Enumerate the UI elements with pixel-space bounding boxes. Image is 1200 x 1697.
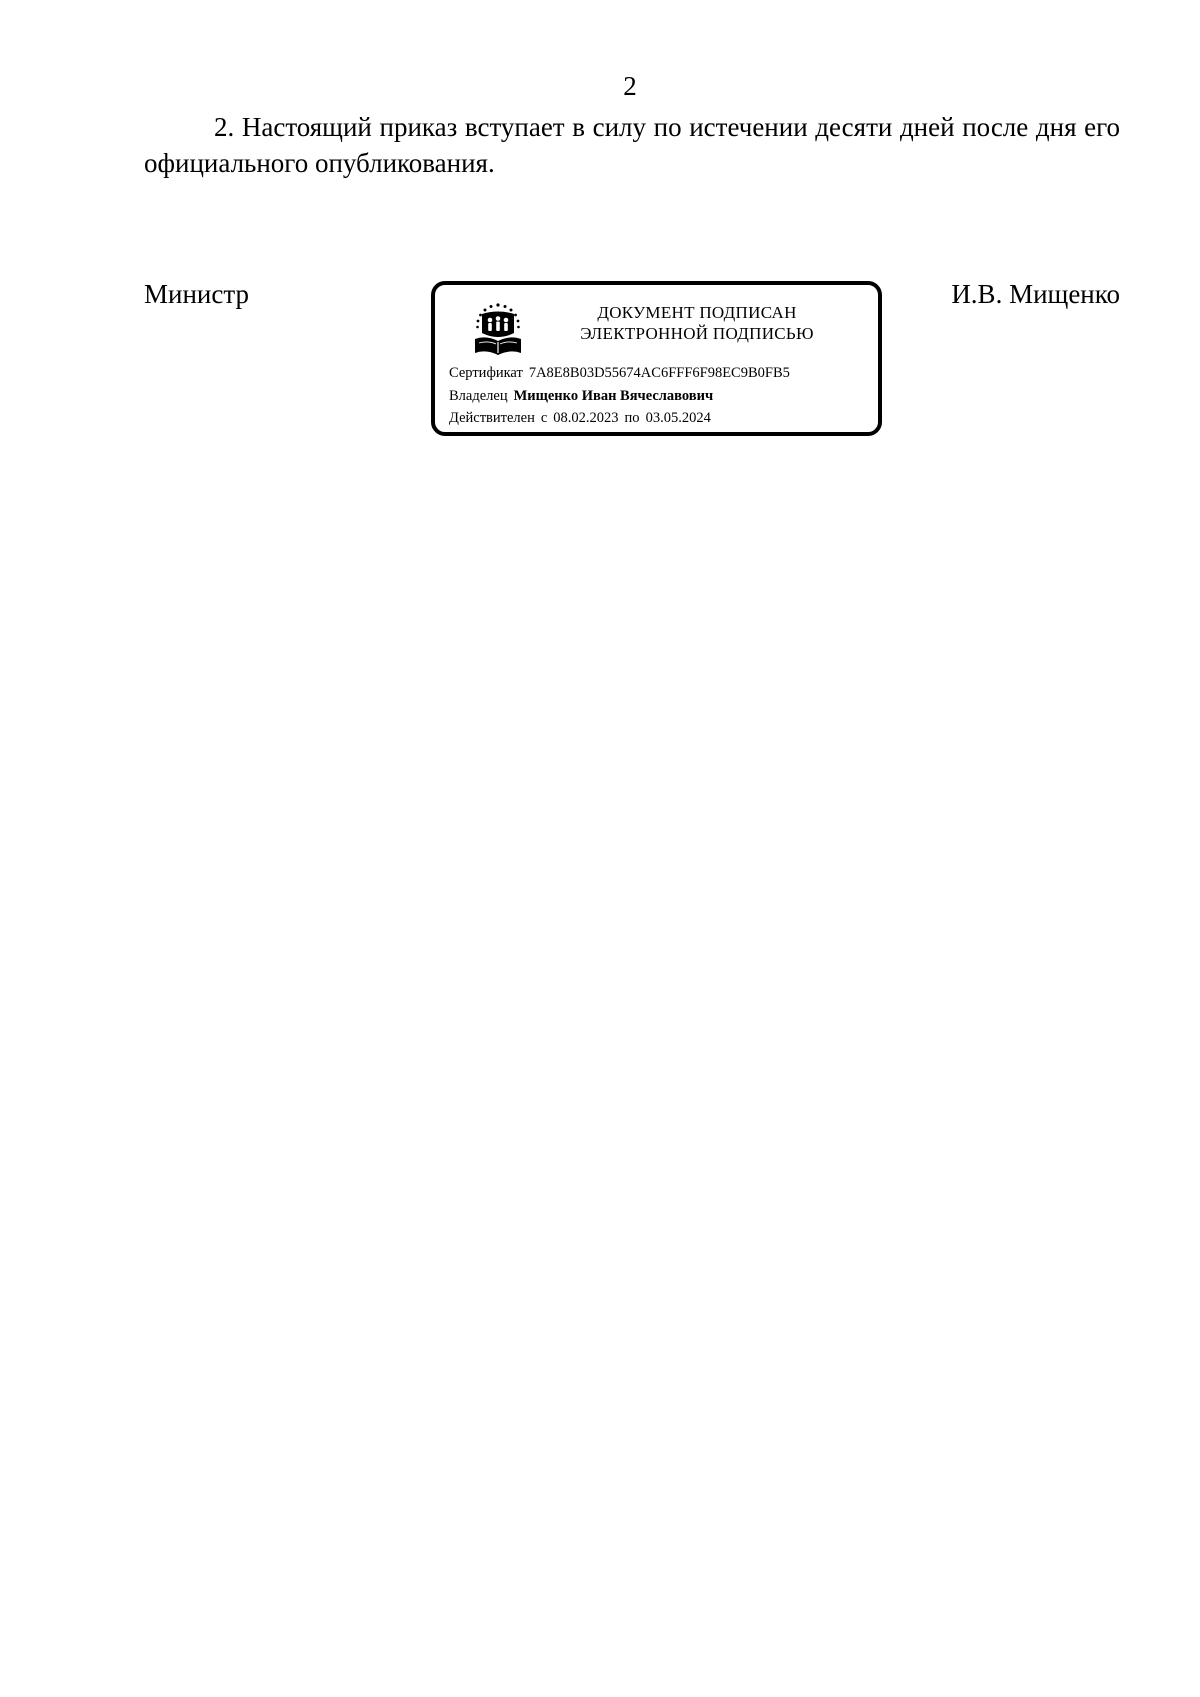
valid-from-date: 08.02.2023 bbox=[553, 410, 619, 426]
valid-to-label: по bbox=[624, 410, 640, 426]
certificate-value: 7A8E8B03D55674AC6FFF6F98EC9B0FB5 bbox=[528, 365, 790, 381]
valid-label: Действителен bbox=[449, 410, 535, 426]
stamp-heading-line-1: ДОКУМЕНТ ПОДПИСАН bbox=[597, 303, 797, 322]
valid-from-label: с bbox=[540, 410, 548, 426]
body-paragraph: 2. Настоящий приказ вступает в силу по истечении десяти дней после дня его официального опубликования. bbox=[144, 112, 1120, 178]
owner-value: Мищенко Иван Вячеславович bbox=[513, 388, 714, 404]
regional-emblem-icon bbox=[471, 301, 525, 359]
validity-line bbox=[449, 409, 711, 427]
owner-label: Владелец bbox=[449, 388, 508, 404]
page-number: 2 bbox=[623, 71, 637, 101]
signer-name: И.В. Мищенко bbox=[951, 279, 1120, 309]
valid-to-date: 03.05.2024 bbox=[645, 410, 711, 426]
certificate-label: Сертификат bbox=[449, 365, 523, 381]
stamp-heading bbox=[527, 302, 867, 344]
electronic-signature-stamp bbox=[431, 281, 882, 436]
certificate-line bbox=[449, 364, 790, 382]
stamp-heading-line-2: ЭЛЕКТРОННОЙ ПОДПИСЬЮ bbox=[580, 324, 814, 343]
signer-title: Министр bbox=[144, 279, 249, 309]
owner-line bbox=[449, 387, 713, 405]
